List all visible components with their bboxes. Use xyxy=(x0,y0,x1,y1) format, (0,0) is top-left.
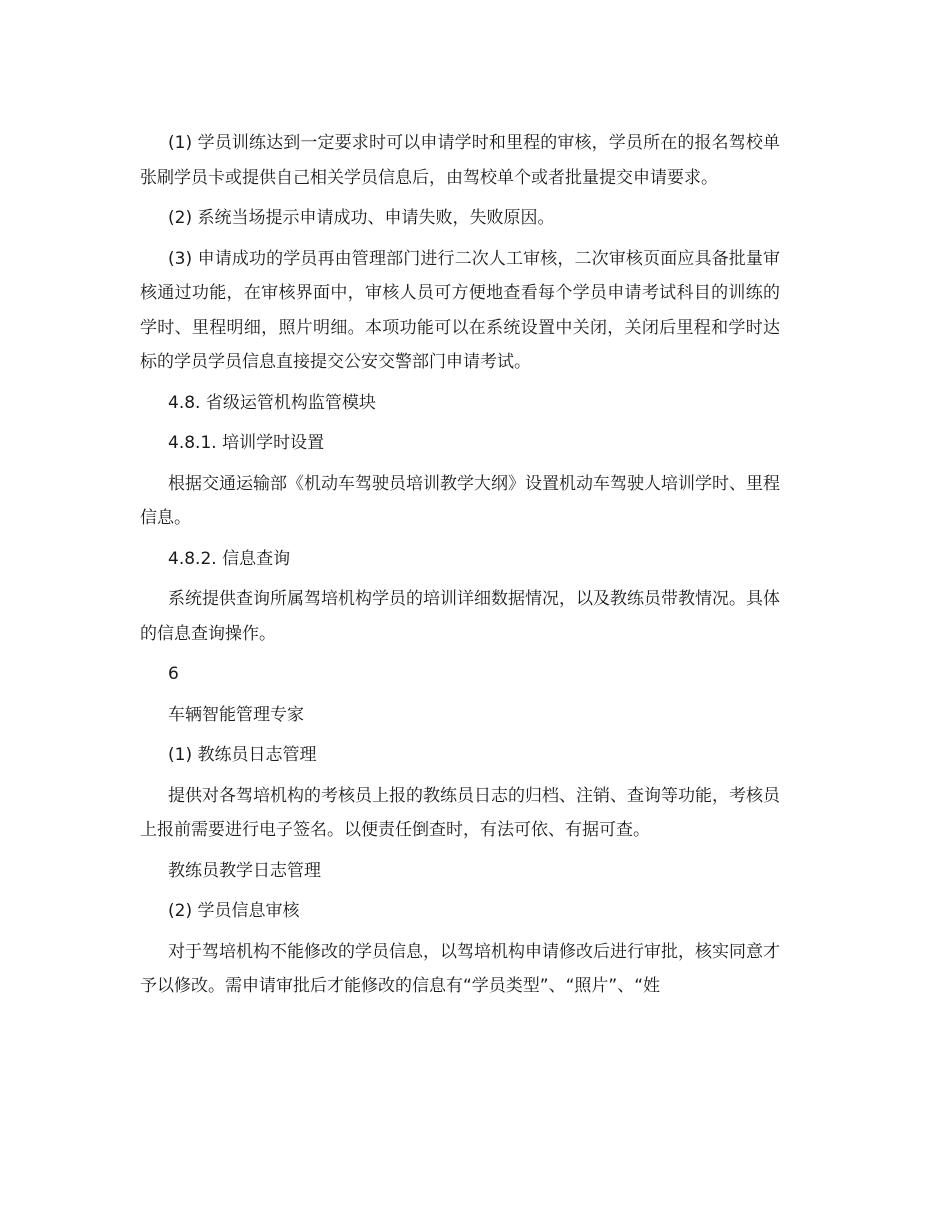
item-student-info-review: (2) 学员信息审核 xyxy=(168,901,300,921)
section-heading-4-8: 4.8. 省级运管机构监管模块 xyxy=(168,392,376,413)
paragraph-info-query: 系统提供查询所属驾培机构学员的培训详细数据情况，以及教练员带教情况。具体的信息查询操作。 xyxy=(140,589,780,644)
section-heading-4-8-1: 4.8.1. 培训学时设置 xyxy=(168,433,325,453)
document-body xyxy=(140,126,780,1010)
paragraph-coach-log-description: 提供对各驾培机构的考核员上报的教练员日志的归档、注销、查询等功能，考核员上报前需要进行电子签名。以便责任倒查时，有法可依、有据可查。 xyxy=(140,785,780,840)
item-coach-teaching-log: 教练员教学日志管理 xyxy=(168,860,321,881)
header-tagline: 车辆智能管理专家 xyxy=(168,704,304,725)
page-number: 6 xyxy=(168,664,179,684)
paragraph-application-requirements: (1) 学员训练达到一定要求时可以申请学时和里程的审核，学员所在的报名驾校单张刷学员卡或提供自己相关学员信息后，由驾校单个或者批量提交申请要求。 xyxy=(140,133,780,188)
paragraph-student-info-review: 对于驾培机构不能修改的学员信息，以驾培机构申请修改后进行审批，核实同意才予以修改。需申请审批后才能修改的信息有“学员类型”、“照片”、“姓 xyxy=(140,941,780,996)
paragraph-system-prompt: (2) 系统当场提示申请成功、申请失败，失败原因。 xyxy=(168,208,555,228)
paragraph-secondary-review: (3) 申请成功的学员再由管理部门进行二次人工审核，二次审核页面应具备批量审核通过功能，在审核界面中，审核人员可方便地查看每个学员申请考试科目的训练的学时、里程明细，照片明细。本项功能可以在系统设置中关闭，关闭后里程和学时达标的学员学员信息直接提交公安交警部门申请考试。 xyxy=(140,248,780,372)
item-coach-log-management: (1) 教练员日志管理 xyxy=(168,745,317,765)
paragraph-training-hours-setting: 根据交通运输部《机动车驾驶员培训教学大纲》设置机动车驾驶人培训学时、里程信息。 xyxy=(140,473,780,528)
section-heading-4-8-2: 4.8.2. 信息查询 xyxy=(168,548,291,569)
